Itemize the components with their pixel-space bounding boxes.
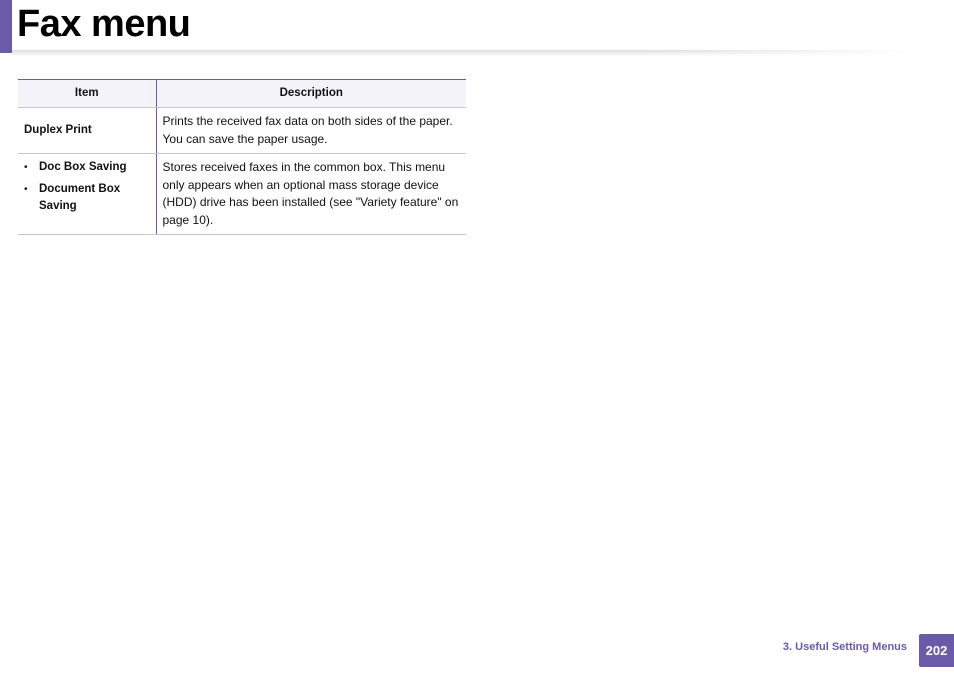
description-cell: Prints the received fax data on both sides of the paper. You can save the paper usage.	[156, 108, 466, 154]
list-item	[24, 181, 150, 215]
item-cell	[18, 154, 156, 235]
title-accent-bar	[0, 0, 12, 53]
item-bullet-list	[24, 159, 150, 215]
item-label: Document Box Saving	[39, 183, 121, 212]
item-label: Doc Box Saving	[39, 161, 127, 173]
list-item	[24, 159, 150, 176]
column-header-description: Description	[156, 80, 466, 108]
bullet-marker: •	[24, 184, 28, 195]
title-divider	[12, 50, 917, 56]
table-header-row	[18, 80, 466, 108]
footer-section-link[interactable]: 3. Useful Setting Menus	[782, 641, 907, 653]
page-number-badge: 202	[919, 634, 954, 667]
bullet-marker: •	[24, 162, 28, 173]
description-cell: Stores received faxes in the common box. This menu only appears when an optional mass storage device (HDD) drive has been installed (see "Variety feature" on page 10).	[156, 154, 466, 235]
column-header-item: Item	[18, 80, 156, 108]
table-row	[18, 154, 466, 235]
page-title: Fax menu	[17, 3, 191, 45]
fax-menu-table	[18, 79, 466, 235]
item-cell: Duplex Print	[18, 108, 156, 154]
table-row	[18, 108, 466, 154]
